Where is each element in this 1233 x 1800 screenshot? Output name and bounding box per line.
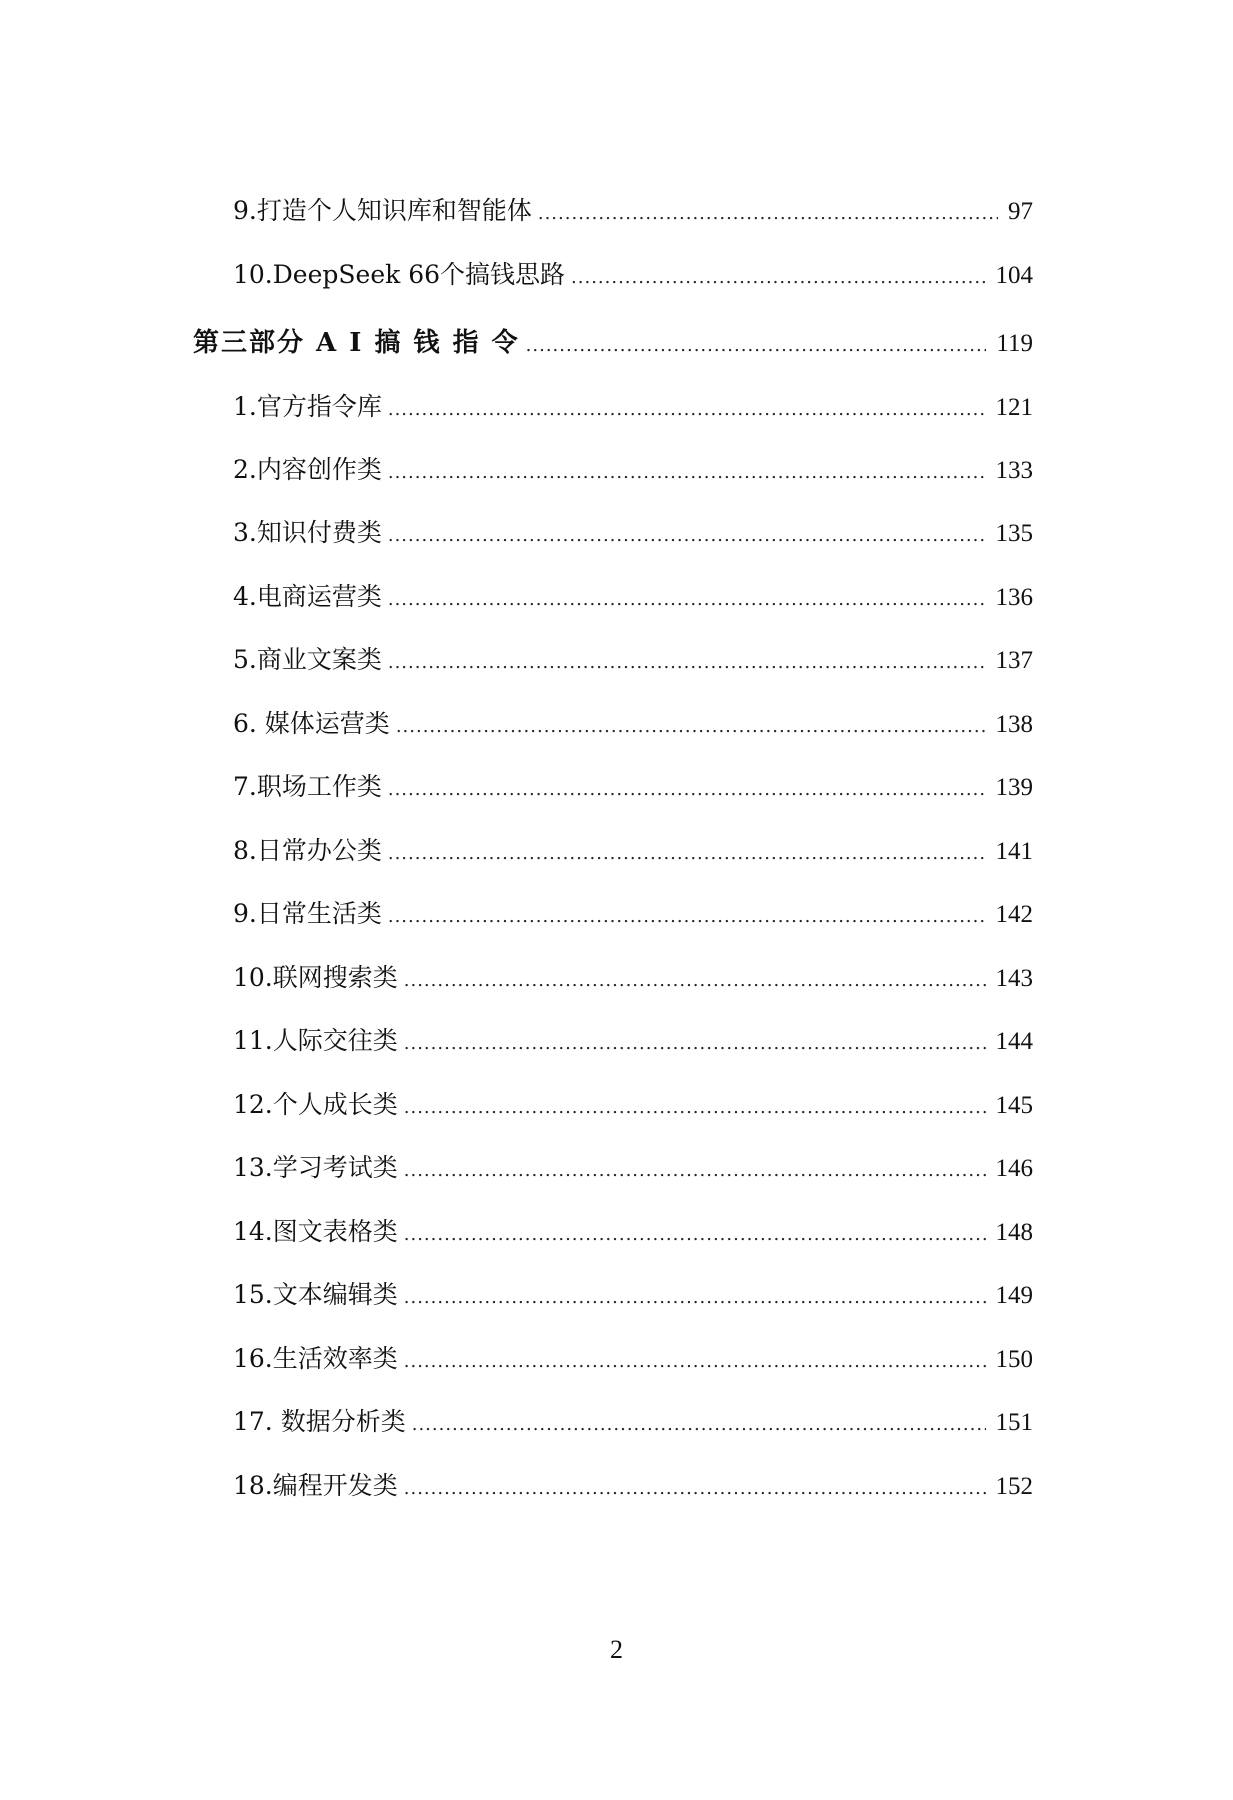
toc-entry-label: 4.电商运营类 <box>233 582 382 611</box>
toc-entry[interactable] <box>233 640 1033 680</box>
toc-entry[interactable] <box>233 831 1033 871</box>
toc-entry-page: 143 <box>995 965 1033 992</box>
toc-leader-dots <box>404 1024 986 1064</box>
toc-entry-label: 5.商业文案类 <box>233 645 382 674</box>
toc-section-label: 第三部分 A I 搞 钱 指 令 <box>193 328 520 358</box>
toc-entry-label: 12.个人成长类 <box>233 1090 398 1119</box>
toc-leader-dots <box>526 326 987 366</box>
toc-entry-label: 18.编程开发类 <box>233 1471 398 1500</box>
toc-leader-dots <box>388 580 986 620</box>
toc-entry[interactable] <box>233 1275 1033 1315</box>
toc-entry-page: 144 <box>995 1028 1033 1055</box>
toc-leader-dots <box>404 961 986 1001</box>
toc-entry-label: 1.官方指令库 <box>233 392 382 421</box>
toc-entry-page: 142 <box>995 901 1033 928</box>
toc-entry[interactable] <box>233 1148 1033 1188</box>
toc-entry-page: 152 <box>995 1473 1033 1500</box>
toc-leader-dots <box>388 453 986 493</box>
toc-entry-page: 145 <box>995 1092 1033 1119</box>
toc-entry-label: 9.打造个人知识库和智能体 <box>233 196 532 225</box>
toc-entry-page: 133 <box>995 457 1033 484</box>
toc-entry-label: 8.日常办公类 <box>233 836 382 865</box>
toc-entry-label: 9.日常生活类 <box>233 899 382 928</box>
toc-entry-page: 139 <box>995 774 1033 801</box>
toc-entry[interactable] <box>233 577 1033 617</box>
toc-entry-label: 3.知识付费类 <box>233 518 382 547</box>
toc-leader-dots <box>404 1469 986 1509</box>
toc-section-heading[interactable] <box>193 323 1033 363</box>
toc-entry-page: 136 <box>995 584 1033 611</box>
toc-entry[interactable] <box>233 1212 1033 1252</box>
toc-entry[interactable] <box>233 894 1033 934</box>
toc-entry-page: 149 <box>995 1282 1033 1309</box>
toc-leader-dots <box>404 1215 986 1255</box>
page-number: 2 <box>610 1635 623 1664</box>
toc-entry-page: 135 <box>995 520 1033 547</box>
toc-leader-dots <box>388 516 986 556</box>
toc-entry-label: 2.内容创作类 <box>233 455 382 484</box>
toc-entry[interactable] <box>233 1339 1033 1379</box>
toc-entry[interactable] <box>233 387 1033 427</box>
toc-entry[interactable] <box>233 191 1033 231</box>
toc-leader-dots <box>538 194 998 234</box>
toc-leader-dots <box>396 707 986 747</box>
toc-entry-page: 138 <box>995 711 1033 738</box>
toc-entry[interactable] <box>233 450 1033 490</box>
toc-entry[interactable] <box>233 1402 1033 1442</box>
toc-entry[interactable] <box>233 513 1033 553</box>
toc-entry-page: 141 <box>995 838 1033 865</box>
toc-entry-page: 104 <box>995 262 1033 289</box>
toc-entry-page: 121 <box>995 394 1033 421</box>
toc-entry[interactable] <box>233 958 1033 998</box>
toc-entry-label: 13.学习考试类 <box>233 1153 398 1182</box>
toc-leader-dots <box>388 770 986 810</box>
toc-leader-dots <box>388 643 986 683</box>
toc-entry-label: 16.生活效率类 <box>233 1344 398 1373</box>
toc-entry-label: 10.联网搜索类 <box>233 963 398 992</box>
toc-entry[interactable] <box>233 255 1033 295</box>
toc-entry-page: 150 <box>995 1346 1033 1373</box>
toc-leader-dots <box>388 834 986 874</box>
toc-entry-page: 97 <box>1008 198 1033 225</box>
toc-entry-page: 148 <box>995 1219 1033 1246</box>
toc-entry[interactable] <box>233 767 1033 807</box>
toc-leader-dots <box>388 390 986 430</box>
toc-entry-label: 6. 媒体运营类 <box>233 709 390 738</box>
toc-entry-page: 119 <box>996 330 1033 357</box>
toc-entry-label: 17. 数据分析类 <box>233 1407 406 1436</box>
toc-leader-dots <box>404 1151 986 1191</box>
toc-leader-dots <box>404 1088 986 1128</box>
toc-leader-dots <box>404 1342 986 1382</box>
toc-entry-label: 10.DeepSeek 66个搞钱思路 <box>233 260 566 289</box>
toc-leader-dots <box>571 258 985 298</box>
toc-entry-page: 137 <box>995 647 1033 674</box>
toc-entry[interactable] <box>233 1085 1033 1125</box>
toc-entry-page: 151 <box>995 1409 1033 1436</box>
toc-entry-label: 15.文本编辑类 <box>233 1280 398 1309</box>
toc-entry[interactable] <box>233 1021 1033 1061</box>
toc-leader-dots <box>412 1405 986 1445</box>
toc-leader-dots <box>388 897 986 937</box>
toc-entry-page: 146 <box>995 1155 1033 1182</box>
toc-entry-label: 7.职场工作类 <box>233 772 382 801</box>
toc-leader-dots <box>404 1278 986 1318</box>
toc-entry-label: 14.图文表格类 <box>233 1217 398 1246</box>
toc-entry[interactable] <box>233 704 1033 744</box>
toc-entry[interactable] <box>233 1466 1033 1506</box>
toc-entry-label: 11.人际交往类 <box>233 1026 398 1055</box>
